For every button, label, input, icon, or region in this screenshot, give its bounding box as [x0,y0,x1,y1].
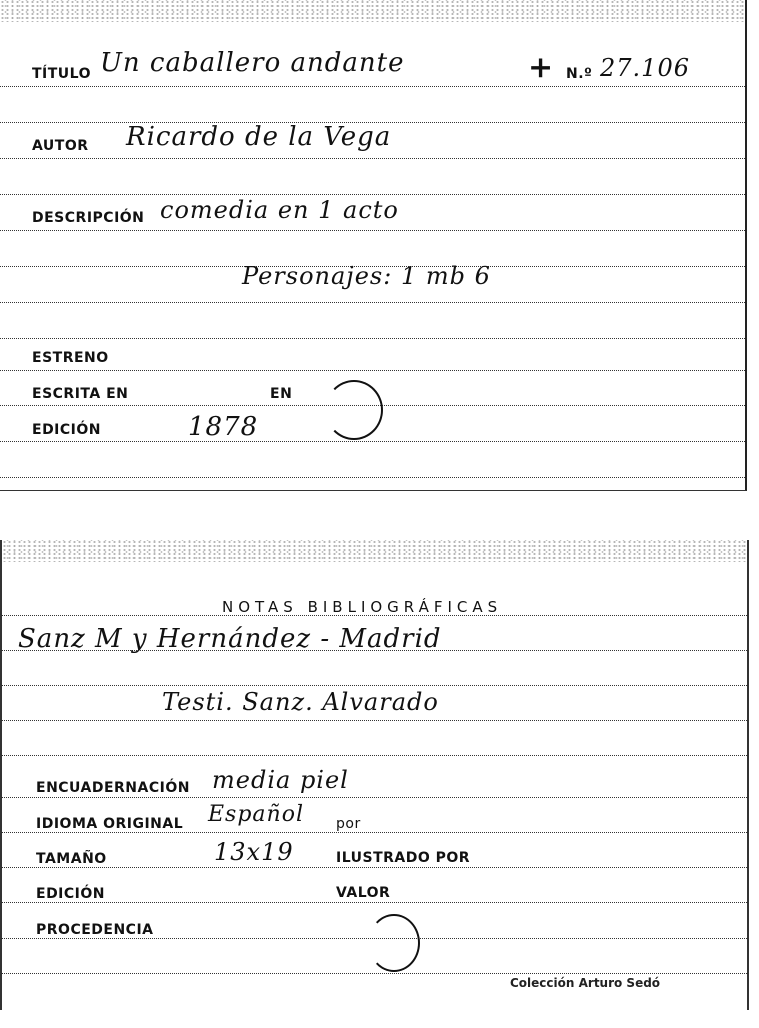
notas-line-2: Testi. Sanz. Alvarado [162,688,439,716]
ruled-line [0,230,745,231]
titulo-value: Un caballero andante [100,48,405,78]
ruled-line [0,338,745,339]
tamano-label: TAMAÑO [36,851,107,867]
notas-line-1: Sanz M y Hernández - Madrid [18,624,442,654]
edicion-label: EDICIÓN [36,886,105,902]
idioma-label: IDIOMA ORIGINAL [36,816,184,832]
ruled-line [0,370,745,371]
ruled-line [2,973,747,974]
descripcion-value: comedia en 1 acto [160,196,399,224]
punch-hole-circle [325,380,383,440]
encuadernacion-value: media piel [212,766,349,794]
ruled-line [0,477,745,478]
ruled-line [0,194,745,195]
ruled-line [2,797,747,798]
notas-title: NOTAS BIBLIOGRÁFICAS [222,598,503,616]
ruled-line [2,867,747,868]
ruled-line [2,832,747,833]
idioma-value: Español [208,802,304,827]
escrita-en-label: ESCRITA EN [32,386,129,402]
procedencia-label: PROCEDENCIA [36,922,154,938]
ruled-line [2,755,747,756]
ilustrado-label: ILUSTRADO POR [336,850,471,866]
catalog-card-bottom [0,540,749,1010]
autor-label: AUTOR [32,138,89,154]
card-top-edge-texture [2,540,747,562]
en-label: EN [270,386,293,402]
ruled-line [0,158,745,159]
ruled-line [0,86,745,87]
cross-mark: + [528,50,555,85]
descripcion-label: DESCRIPCIÓN [32,210,145,226]
personajes-value: Personajes: 1 mb 6 [242,262,491,290]
ruled-line [0,302,745,303]
por-label: por [336,816,361,832]
catalog-card-top [0,0,747,491]
card-top-edge-texture [0,0,745,22]
encuadernacion-label: ENCUADERNACIÓN [36,780,190,796]
edicion-label: EDICIÓN [32,422,101,438]
coleccion-label: Colección Arturo Sedó [510,976,661,990]
ruled-line [0,441,745,442]
punch-hole-circle [368,914,420,972]
autor-value: Ricardo de la Vega [126,122,392,152]
estreno-label: ESTRENO [32,350,109,366]
valor-label: VALOR [336,885,391,901]
ruled-line [2,902,747,903]
ruled-line [2,720,747,721]
ruled-line [2,685,747,686]
edicion-value: 1878 [188,412,259,442]
numero-value: 27.106 [600,54,690,82]
numero-label: N.º [566,66,593,82]
tamano-value: 13x19 [214,838,294,866]
titulo-label: TÍTULO [32,66,91,82]
